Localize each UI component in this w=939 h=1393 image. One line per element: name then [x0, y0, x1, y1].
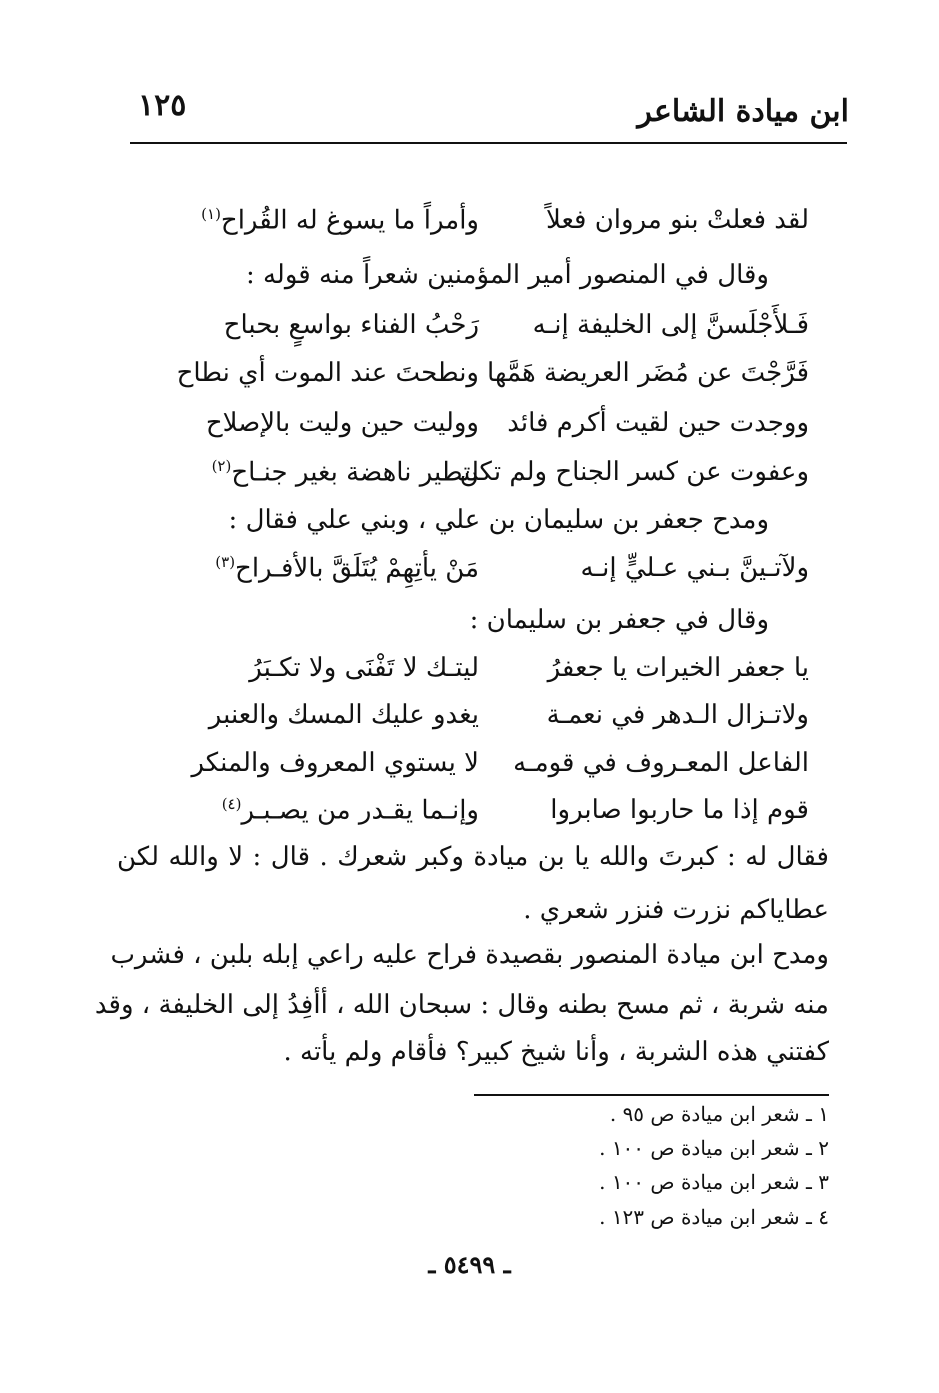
footnote-ref: (٣)	[215, 553, 236, 571]
verse-second-hemistich: ليتـك لا تَفْنَى ولا تكـبَرُ	[249, 653, 479, 683]
prose-line: منه شربة ، ثم مسح بطنه وقال : سبحان الله ، أأفِدُ إلى الخليفة ، وقد	[94, 990, 829, 1020]
verse-first-hemistich: يا جعفر الخيرات يا جعفرُ	[547, 653, 809, 683]
footnote-ref: (٢)	[211, 457, 232, 475]
prose-line: عطاياكم نزرت فنزر شعري .	[523, 895, 829, 925]
footnote-rule	[474, 1094, 829, 1096]
verse-line	[164, 748, 809, 792]
verse-first-hemistich: وعفوت عن كسر الجناح ولم تكن	[459, 457, 809, 487]
intro-jafar: ومدح جعفر بن سليمان بن علي ، وبني علي فقال :	[228, 505, 769, 535]
prose-line: ومدح ابن ميادة المنصور بقصيدة فراح عليه راعي إبله بلبن ، فشرب	[110, 940, 829, 970]
page-header	[130, 88, 849, 136]
intro-jafar2: وقال في جعفر بن سليمان :	[469, 605, 769, 635]
verse-first-hemistich: الفاعل المعـروف في قومـه	[513, 748, 809, 778]
verse-line	[164, 358, 809, 402]
verse-line	[164, 457, 809, 501]
prose-line: فقال له : كبرتَ والله يا بن ميادة وكبر شعرك . قال : لا والله لكن	[117, 842, 829, 872]
verse-second-hemistich	[164, 205, 479, 236]
verse-second-hemistich: يغدو عليك المسك والعنبر	[208, 700, 479, 730]
footnote: ١ ـ شعر ابن ميادة ص ٩٥ .	[609, 1102, 829, 1126]
footnote-ref: (٤)	[221, 795, 242, 813]
header-rule	[130, 142, 847, 144]
verse-first-hemistich: قوم إذا ما حاربوا صابروا	[550, 795, 809, 825]
verse-second-hemistich	[164, 457, 479, 488]
verse-second-hemistich	[164, 553, 479, 584]
folio-number: ـ ٥٤٩٩ ـ	[428, 1250, 511, 1279]
verse-second-hemistich: لا يستوي المعروف والمنكر	[191, 748, 479, 778]
verse-first-hemistich: فَـلأَجْلَسنَّ إلى الخليفة إنـه	[532, 310, 809, 340]
verse-line	[164, 408, 809, 452]
intro-mansur: وقال في المنصور أمير المؤمنين شعراً منه قوله :	[245, 260, 769, 290]
verse-line	[164, 310, 809, 354]
footnote: ٣ ـ شعر ابن ميادة ص ١٠٠ .	[599, 1170, 829, 1194]
verse-line	[164, 653, 809, 697]
verse-second-hemistich: ووليت حين وليت بالإصلاح	[205, 408, 479, 438]
hemistich-text: لتطير ناهضة بغير جنـاح	[231, 457, 479, 488]
verse-line	[164, 205, 809, 249]
verse-first-hemistich: فَرَّجْتَ عن مُضَر العريضة هَمَّها	[487, 358, 809, 388]
hemistich-text: وإنـما يقـدر من يصـبـر	[241, 795, 479, 826]
verse-second-hemistich: ونطحتَ عند الموت أي نطاح	[176, 358, 479, 388]
verse-line	[164, 700, 809, 744]
verse-first-hemistich: ولآتـينَّ بـني عـليٍّ إنـه	[580, 553, 809, 583]
hemistich-text: وأمراً ما يسوغ له القُراح	[220, 205, 479, 236]
hemistich-text: مَنْ يأتِهِمْ يُتَلَقَّ بالأفـراح	[235, 553, 479, 584]
verse-line	[164, 795, 809, 839]
footnote-ref: (١)	[201, 205, 221, 223]
footnote: ٤ ـ شعر ابن ميادة ص ١٢٣ .	[599, 1205, 829, 1229]
footnote: ٢ ـ شعر ابن ميادة ص ١٠٠ .	[599, 1136, 829, 1160]
verse-first-hemistich: لقد فعلتْ بنو مروان فعلاً	[545, 205, 809, 235]
verse-first-hemistich: ولاتـزال الـدهر في نعمـة	[546, 700, 809, 730]
page-number: ١٢٥	[138, 88, 187, 123]
verse-line	[164, 553, 809, 597]
verse-second-hemistich	[164, 795, 479, 826]
prose-line: كفتني هذه الشربة ، وأنا شيخ كبير؟ فأقام ولم يأته .	[283, 1037, 829, 1067]
running-title: ابن ميادة الشاعر	[637, 94, 849, 129]
verse-second-hemistich: رَحْبُ الفناء بواسعٍ بحباح	[223, 310, 479, 340]
verse-first-hemistich: ووجدت حين لقيت أكرم فائد	[507, 408, 809, 438]
